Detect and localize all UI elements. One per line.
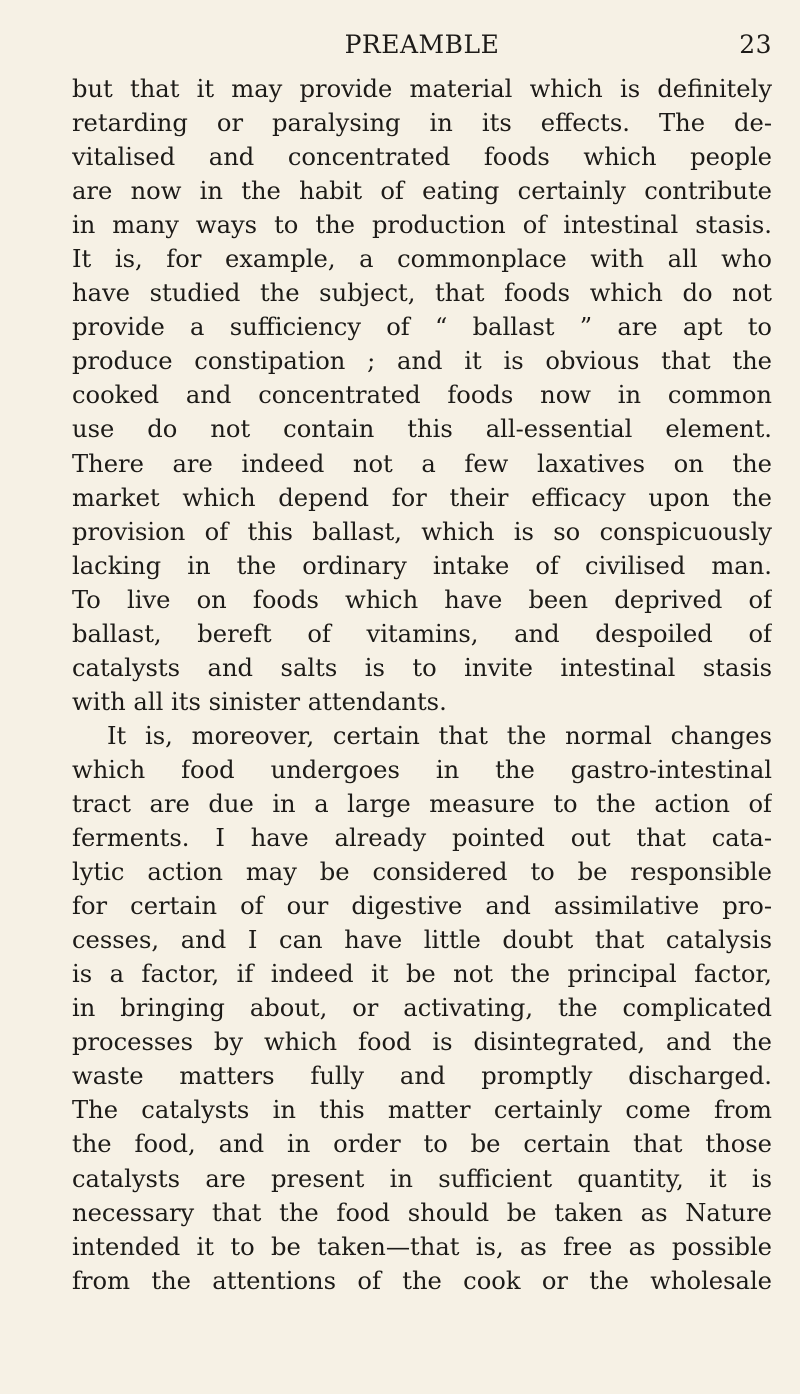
text-line: market which depend for their efficacy upon the (72, 483, 772, 512)
text-line: cesses, and I can have little doubt that catalysis (72, 926, 772, 955)
text-line: necessary that the food should be taken as Nature (72, 1198, 772, 1227)
text-line: lytic action may be considered to be responsible (72, 858, 772, 887)
running-head (72, 30, 772, 70)
text-line: but that it may provide material which is definitely (72, 75, 772, 103)
text-line: lacking in the ordinary intake of civilised man. (72, 551, 772, 580)
text-line: is a factor, if indeed it be not the principal factor, (72, 960, 772, 989)
text-line: It is, for example, a commonplace with all who (72, 245, 772, 274)
text-line: which food undergoes in the gastro-intestinal (72, 755, 772, 784)
page-number: 23 (739, 30, 772, 59)
text-line: retarding or paralysing in its effects. The de- (72, 109, 772, 138)
text-line: waste matters fully and promptly discharged. (72, 1062, 772, 1091)
text-line: vitalised and concentrated foods which people (72, 143, 772, 172)
text-line: produce constipation ; and it is obvious that the (72, 347, 772, 376)
text-line: processes by which food is disintegrated, and the (72, 1028, 772, 1057)
text-line: It is, moreover, certain that the normal changes (107, 721, 772, 750)
text-line: in many ways to the production of intestinal stasis. (72, 211, 772, 240)
running-title: PREAMBLE (344, 30, 500, 59)
text-line: provision of this ballast, which is so conspicuously (72, 517, 772, 546)
body-text (72, 72, 772, 1298)
text-line: in bringing about, or activating, the complicated (72, 994, 772, 1023)
text-line: from the attentions of the cook or the wholesale (72, 1266, 772, 1295)
text-line: the food, and in order to be certain that those (72, 1130, 772, 1159)
text-line: for certain of our digestive and assimilative pro- (72, 892, 772, 921)
text-line: To live on foods which have been deprived of (72, 585, 772, 614)
text-line: use do not contain this all-essential element. (72, 415, 772, 444)
text-line: cooked and concentrated foods now in common (72, 381, 772, 410)
text-line: are now in the habit of eating certainly contribute (72, 177, 772, 206)
text-line: catalysts and salts is to invite intestinal stasis (72, 653, 772, 682)
text-line: have studied the subject, that foods which do not (72, 279, 772, 308)
text-line: ferments. I have already pointed out that cata- (72, 824, 772, 853)
text-line: The catalysts in this matter certainly come from (72, 1096, 772, 1125)
text-line: ballast, bereft of vitamins, and despoiled of (72, 619, 772, 648)
text-line: intended it to be taken—that is, as free as possible (72, 1232, 772, 1261)
text-line: provide a sufficiency of “ ballast ” are apt to (72, 313, 772, 342)
text-line: tract are due in a large measure to the action of (72, 789, 772, 818)
text-line: There are indeed not a few laxatives on the (72, 449, 772, 478)
text-line: catalysts are present in sufficient quantity, it is (72, 1164, 772, 1193)
text-line: with all its sinister attendants. (72, 687, 447, 716)
